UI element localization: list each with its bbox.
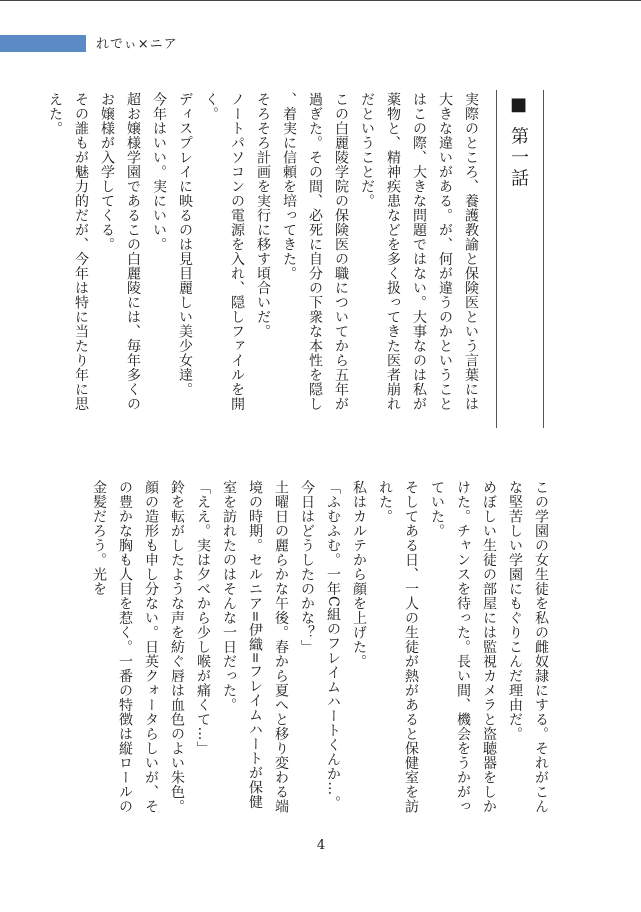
paragraph: 実際のところ、養護教諭と保険医という言葉には 大きな違いがある。が、何が違うのかということ はこの際、大きな問題ではない。大事なのは私が 薬物と、精神疾患などを多く扱ってきた医者崩れ だということだ。 [359, 92, 479, 411]
page-number: 4 [316, 838, 326, 853]
paragraph: ディスプレイに映るのは見目麗しい美少女達。 [177, 92, 193, 397]
paragraph: この学園の女生徒を私の雌奴隷にする。それがこん な堅苦しい学園にもぐりこんだ理由だ。 [507, 480, 549, 814]
chapter-title: ■ 第一話 [508, 94, 529, 190]
paragraph: その誰もが魅力的だが、今年は特に当たり年に思 えた。 [47, 92, 89, 411]
paragraph: 鈴を転がしたような声を紡ぐ唇は血色のよい朱色。 顔の造形も申し分ない。日英クォータらしいが、そ の豊かな胸も人目を惹く。一番の特徴は縦ロールの 金髪だろう。光を [91, 480, 185, 814]
paragraph: この白麗陵学院の保険医の職についてから五年が 過ぎた。その間、必死に自分の下衆な本性を隠し 、着実に信頼を培ってきた。 [281, 92, 349, 411]
paragraph: 「ふむふむ。一年C組のフレイムハートくんか…。 今日はどうしたのかな？」 [299, 480, 341, 811]
paragraph: 超お嬢様学園であるこの白麗陵には、毎年多くの お嬢様が入学してくる。 [99, 92, 141, 411]
lower-text-block [91, 480, 554, 850]
paragraph: ノートパソコンの電源を入れ、隠しファイルを開 く。 [203, 92, 245, 411]
paragraph: 今年はいい。実にいい。 [151, 92, 167, 252]
upper-text-block [47, 92, 484, 442]
chapter-heading-box [496, 90, 544, 428]
running-header-title: れでぃ×ニア [96, 37, 178, 52]
paragraph: 私はカルテから顔を上げた。 [351, 480, 367, 669]
paragraph: めぼしい生徒の部屋には監視カメラと盗聴器をしか けた。チャンスを待った。長い間、機会をうかがっ ていた。 [429, 480, 497, 814]
paragraph: そしてある日、一人の生徒が熱があると保健室を訪 れた。 [377, 480, 419, 814]
top-rule [0, 0, 641, 1]
header-color-band [0, 35, 86, 52]
paragraph: そろそろ計画を実行に移す頃合いだ。 [255, 92, 271, 339]
paragraph: 「ええ。実は夕べから少し喉が痛くて…」 [195, 480, 211, 756]
paragraph: 土曜日の麗らかな午後。春から夏へと移り変わる端 境の時期。セルニア=伊織=フレイムハートが保健 室を訪れたのはそんな一日だった。 [221, 480, 289, 814]
